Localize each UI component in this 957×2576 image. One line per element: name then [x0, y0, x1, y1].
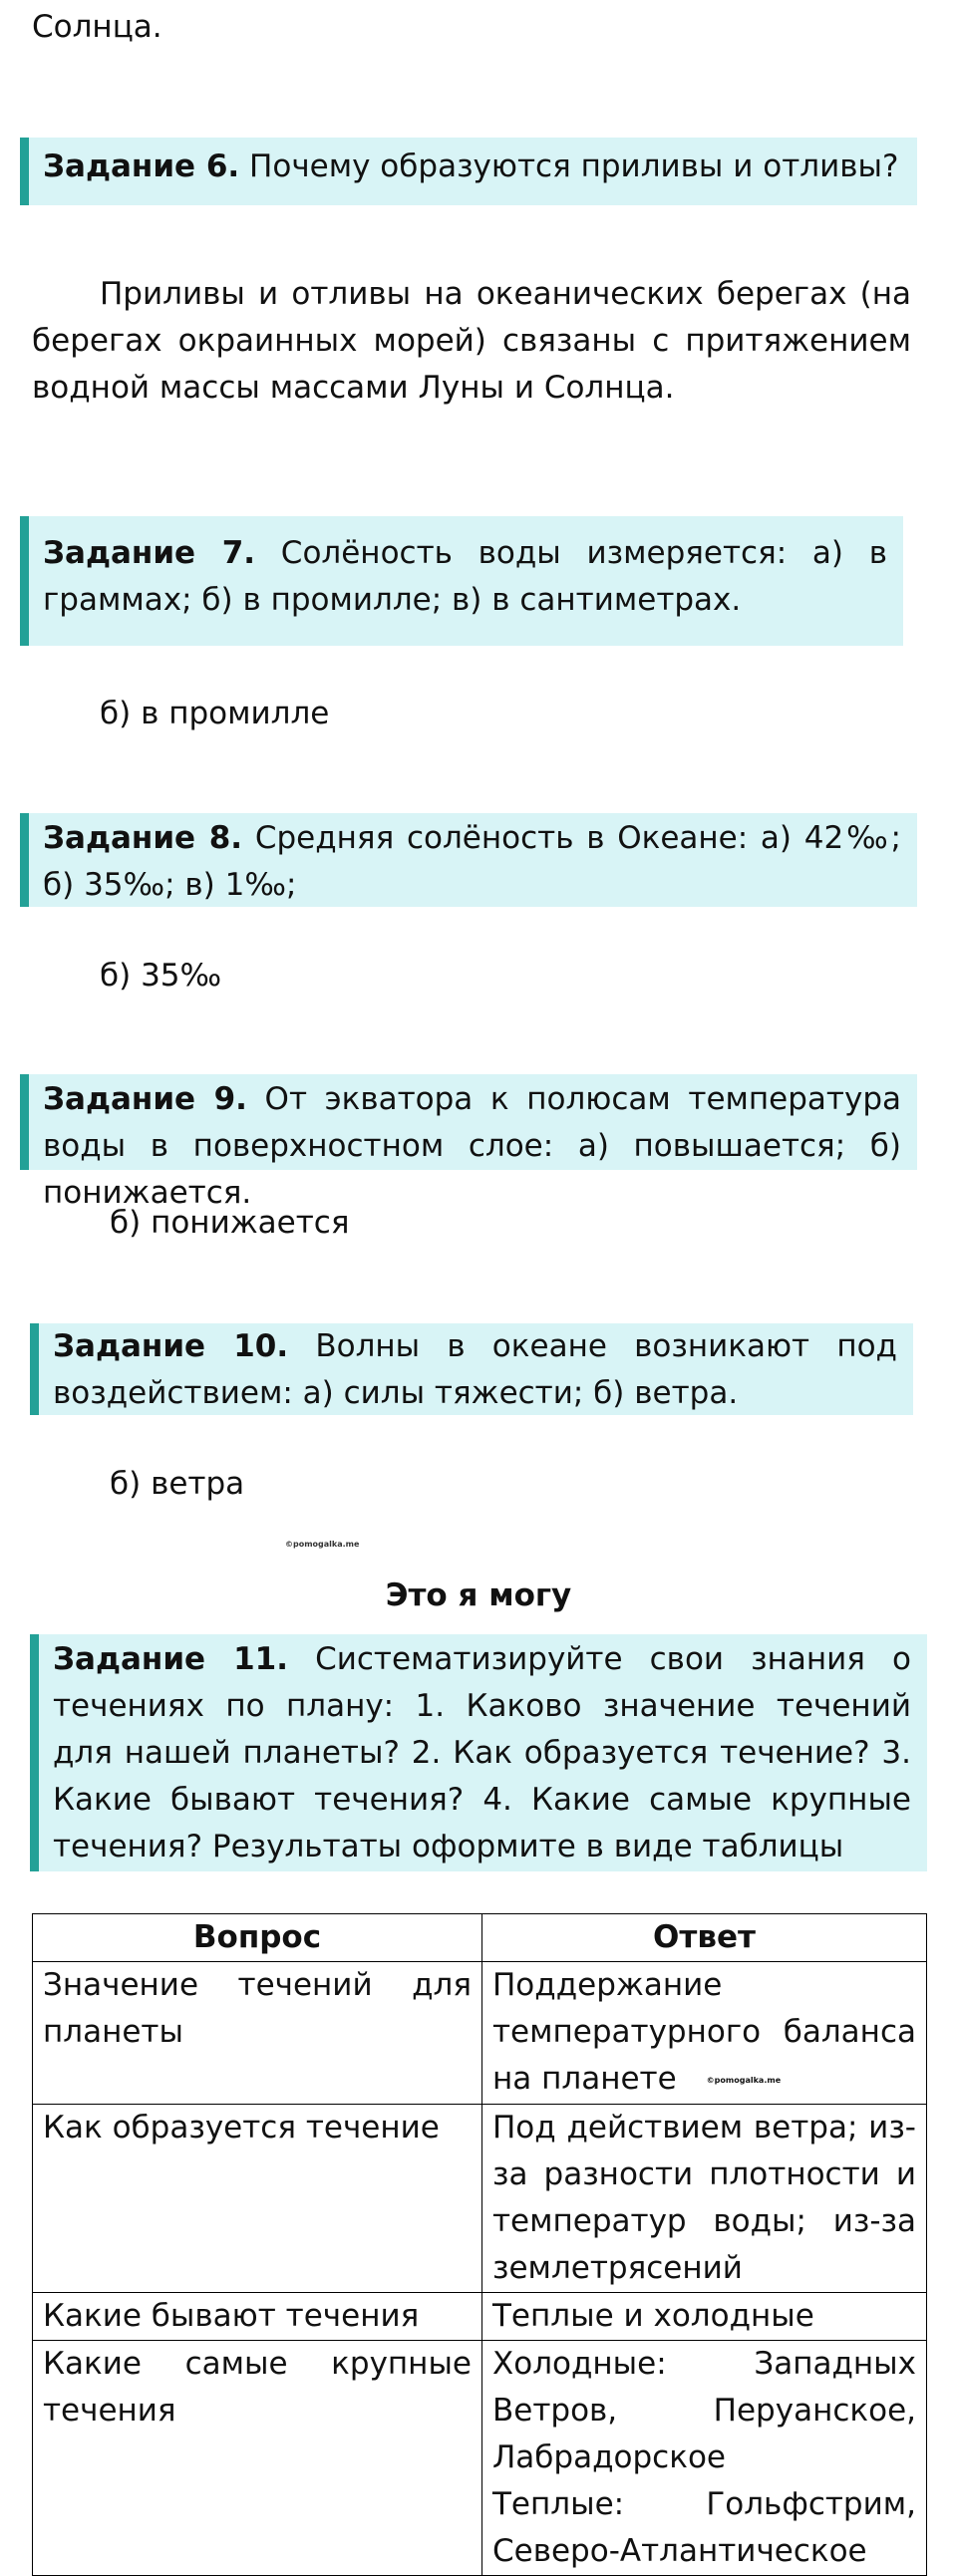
task-6-box	[20, 138, 917, 205]
header-question: Вопрос	[33, 1914, 482, 1962]
task-8-box	[20, 813, 917, 907]
intro-fragment: Солнца.	[32, 9, 162, 45]
task-10-label: Задание 10.	[53, 1328, 289, 1364]
row-answer	[482, 2341, 927, 2576]
table-row	[33, 2293, 927, 2341]
section-heading: Это я могу	[385, 1577, 572, 1613]
task-11-label: Задание 11.	[53, 1641, 288, 1677]
table-header-row	[33, 1914, 927, 1962]
task-8-answer: б) 35‰	[100, 958, 222, 994]
task-11-question: Систематизируйте свои знания о течениях по плану: 1. Каково значение течений для нашей планеты? 2. Как образуется течение? 3. Какие бывают течения? 4. Какие самые крупные течения? Результаты оформите в виде таблицы	[53, 1641, 911, 1864]
task-6-answer: Приливы и отливы на океанических берегах (на берегах окраинных морей) связаны с притяжением водной массы массами Луны и Солнца.	[32, 276, 911, 406]
task-6-question: Почему образуются приливы и отливы?	[239, 148, 899, 184]
row-answer	[482, 1962, 927, 2105]
row-answer-cold: Холодные: Западных Ветров, Перуанское, Лабрадорское	[492, 2346, 916, 2475]
task-8-question: Средняя солёность в Океане: а) 42‰; б) 35‰; в) 1‰;	[43, 820, 901, 903]
task-7-label: Задание 7.	[43, 535, 256, 571]
task-10-question: Волны в океане возникают под воздействием: а) силы тяжести; б) ветра.	[53, 1328, 897, 1411]
task-6-label: Задание 6.	[43, 148, 240, 184]
row-answer: Теплые и холодные	[482, 2293, 927, 2341]
row-question: Значение течений для планеты	[33, 1962, 482, 2105]
task-10-box	[30, 1323, 913, 1415]
task-10-answer: б) ветра	[110, 1466, 245, 1502]
table-row	[33, 2341, 927, 2576]
task-7-box	[20, 516, 903, 646]
watermark-cell: ©pomogalka.me	[706, 2076, 782, 2085]
row-answer-warm: Теплые: Гольфстрим, Северо-Атлантическое	[492, 2486, 916, 2569]
table-row	[33, 2105, 927, 2293]
task-7-question: Солёность воды измеряется: а) в граммах; б) в промилле; в) в сантиметрах.	[43, 535, 887, 618]
row-question: Как образуется течение	[33, 2105, 482, 2293]
task-9-answer: б) понижается	[110, 1205, 350, 1241]
task-7-answer: б) в промилле	[100, 696, 330, 731]
row-answer-text: Поддержание температурного баланса на планете	[492, 1967, 916, 2097]
watermark: ©pomogalka.me	[285, 1540, 360, 1549]
row-answer: Под действием ветра; из-за разности плотности и температур воды; из-за землетрясений	[482, 2105, 927, 2293]
row-question: Какие бывают течения	[33, 2293, 482, 2341]
row-question: Какие самые крупные течения	[33, 2341, 482, 2576]
task-9-box	[20, 1074, 917, 1211]
task-11-box	[30, 1634, 927, 1871]
task-8-label: Задание 8.	[43, 820, 243, 856]
task-9-question: От экватора к полюсам температура воды в поверхностном слое: а) повышается; б) понижается.	[43, 1081, 901, 1211]
task-9-label: Задание 9.	[43, 1081, 247, 1117]
currents-table	[32, 1913, 927, 2576]
header-answer: Ответ	[482, 1914, 927, 1962]
table-row	[33, 1962, 927, 2105]
